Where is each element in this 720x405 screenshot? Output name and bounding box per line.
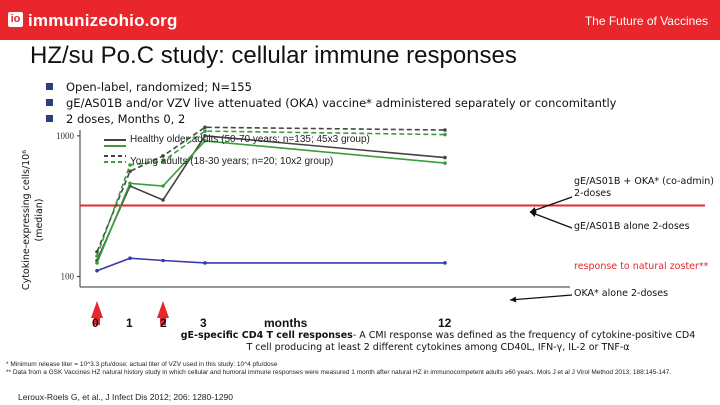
data-point (95, 269, 99, 273)
data-point (161, 184, 165, 188)
y-axis-label: Cytokine-expressing cells/10⁶ (median) (21, 149, 45, 291)
y-tick-label: 1000 (56, 130, 74, 141)
bullet-square-icon (46, 99, 53, 106)
header-tagline: The Future of Vaccines (584, 14, 708, 28)
legend-label-young: Young adults (18-30 years; n=20; 10x2 group) (130, 156, 334, 167)
bullet-item: 2 doses, Months 0, 2 (46, 111, 616, 127)
series-line-young (97, 127, 445, 252)
x-tick-label: 2 (160, 316, 167, 330)
data-point (128, 182, 132, 186)
data-point (161, 259, 165, 263)
data-point (128, 256, 132, 260)
header-bar (0, 0, 720, 40)
y-tick-label: 100 (60, 271, 74, 282)
footnote: ** Data from a GSK Vaccines HZ natural history study in which cellular and humoral immune responses were measured 1 month after natural HZ in immunocompetent adults ≥60 years. Mols J et al J Virol Method 2013; 188:145-147. (6, 369, 672, 376)
x-tick-label: 0 (92, 316, 99, 330)
data-point (161, 198, 165, 202)
bullet-item: Open-label, randomized; N=155 (46, 79, 616, 95)
data-point (95, 254, 99, 258)
reference-citation: Leroux-Roels G, et al., J Infect Dis 2012; 206: 1280-1290 (18, 392, 233, 402)
caption-rest: - A CMI response was defined as the frequency of cytokine-positive CD4 T cell producing at least 2 different cytokines among CD40L, IFN-γ, IL-2 or TNF-α (246, 330, 696, 353)
site-logo-text[interactable]: immunizeohio.org (28, 11, 178, 30)
bullet-item: gE/AS01B and/or VZV live attenuated (OKA) vaccine* administered separately or concomitantly (46, 95, 616, 111)
x-tick-label: 3 (200, 316, 207, 330)
annotation-alone: gE/AS01B alone 2-doses (574, 221, 690, 232)
footnote: * Minimum release titer = 10^3.3 pfu/dose; actual titer of VZV used in this study: 10^4 pfu/dose (6, 361, 278, 368)
annotation-arrowhead-icon (510, 297, 516, 303)
annotation-arrow (510, 295, 572, 300)
chart-caption (178, 330, 698, 354)
data-point (443, 128, 447, 132)
annotation-oka-alone: OKA* alone 2-doses (574, 288, 669, 299)
annotation-natural-zoster: response to natural zoster** (574, 261, 709, 272)
series-line-older (97, 258, 445, 271)
bullet-square-icon (46, 83, 53, 90)
data-point (203, 261, 207, 265)
data-point (443, 261, 447, 265)
logo-icon: io (8, 12, 23, 27)
x-axis-label: months (264, 316, 308, 330)
caption-bold: gE-specific CD4 T cell responses (180, 330, 353, 341)
data-point (443, 161, 447, 165)
data-point (203, 126, 207, 130)
annotation-coadmin: gE/AS01B + OKA* (co-admin) 2-doses (574, 176, 714, 199)
legend-label-older: Healthy older adults (50-70 years; n=135; 45x3 group) (130, 134, 370, 145)
x-tick-label: 12 (438, 316, 452, 330)
series-line-older (97, 136, 445, 261)
data-point (95, 261, 99, 265)
data-point (203, 129, 207, 133)
x-tick-label: 1 (126, 316, 133, 330)
data-point (443, 133, 447, 137)
data-point (443, 156, 447, 160)
annotation-arrow (530, 212, 572, 228)
slide-title: HZ/su Po.C study: cellular immune responses (30, 42, 517, 69)
